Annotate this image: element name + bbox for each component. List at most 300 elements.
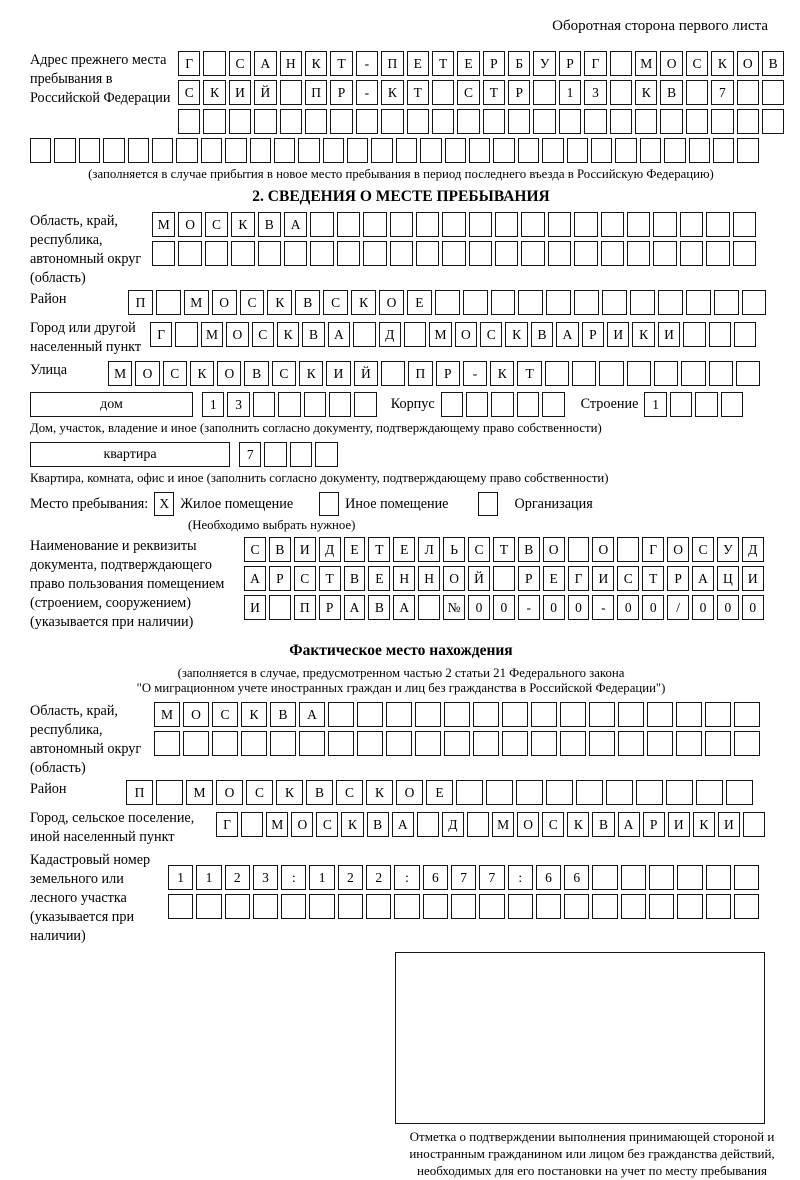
grid-cell[interactable]: [610, 109, 632, 134]
grid-cell[interactable]: Т: [432, 51, 454, 76]
grid-cell[interactable]: [542, 392, 564, 417]
grid-cell[interactable]: К: [693, 812, 715, 837]
grid-cell[interactable]: Д: [442, 812, 464, 837]
grid-cell[interactable]: [241, 731, 267, 756]
grid-cell[interactable]: [225, 894, 250, 919]
grid-cell[interactable]: [709, 322, 731, 347]
grid-cell[interactable]: [183, 731, 209, 756]
grid-cell[interactable]: И: [229, 80, 251, 105]
grid-cell[interactable]: -: [518, 595, 540, 620]
grid-cell[interactable]: [606, 780, 633, 805]
grid-cell[interactable]: [640, 138, 661, 163]
grid-cell[interactable]: Г: [642, 537, 664, 562]
grid-cell[interactable]: [686, 80, 708, 105]
grid-cell[interactable]: [103, 138, 124, 163]
grid-cell[interactable]: О: [217, 361, 241, 386]
grid-cell[interactable]: И: [326, 361, 350, 386]
grid-cell[interactable]: [705, 731, 731, 756]
grid-cell[interactable]: [734, 865, 759, 890]
grid-cell[interactable]: [274, 138, 295, 163]
grid-cell[interactable]: [734, 731, 760, 756]
grid-cell[interactable]: [435, 290, 460, 315]
grid-cell[interactable]: [483, 109, 505, 134]
grid-cell[interactable]: [521, 241, 544, 266]
grid-cell[interactable]: [451, 894, 476, 919]
grid-cell[interactable]: К: [490, 361, 514, 386]
grid-cell[interactable]: [495, 241, 518, 266]
grid-cell[interactable]: [695, 392, 717, 417]
grid-cell[interactable]: [584, 109, 606, 134]
grid-cell[interactable]: А: [244, 566, 266, 591]
grid-cell[interactable]: [231, 241, 254, 266]
grid-cell[interactable]: [654, 361, 678, 386]
grid-cell[interactable]: [386, 702, 412, 727]
grid-cell[interactable]: [660, 109, 682, 134]
grid-cell[interactable]: О: [379, 290, 404, 315]
grid-cell[interactable]: С: [252, 322, 274, 347]
grid-cell[interactable]: [518, 290, 543, 315]
grid-cell[interactable]: :: [394, 865, 419, 890]
grid-cell[interactable]: С: [692, 537, 714, 562]
grid-cell[interactable]: [686, 109, 708, 134]
grid-cell[interactable]: -: [463, 361, 487, 386]
grid-cell[interactable]: [706, 241, 729, 266]
grid-cell[interactable]: В: [368, 595, 390, 620]
grid-cell[interactable]: [714, 290, 739, 315]
grid-cell[interactable]: [284, 241, 307, 266]
grid-cell[interactable]: [508, 894, 533, 919]
grid-cell[interactable]: [733, 241, 756, 266]
grid-cell[interactable]: [390, 212, 413, 237]
grid-cell[interactable]: [533, 80, 555, 105]
grid-cell[interactable]: О: [226, 322, 248, 347]
grid-cell[interactable]: К: [276, 780, 303, 805]
grid-cell[interactable]: К: [711, 51, 733, 76]
grid-cell[interactable]: [574, 241, 597, 266]
grid-cell[interactable]: С: [205, 212, 228, 237]
grid-cell[interactable]: Д: [319, 537, 341, 562]
grid-cell[interactable]: А: [254, 51, 276, 76]
grid-cell[interactable]: [212, 731, 238, 756]
grid-cell[interactable]: 2: [225, 865, 250, 890]
grid-cell[interactable]: [456, 780, 483, 805]
grid-cell[interactable]: [536, 894, 561, 919]
grid-cell[interactable]: [442, 241, 465, 266]
grid-cell[interactable]: И: [294, 537, 316, 562]
grid-cell[interactable]: 0: [468, 595, 490, 620]
grid-cell[interactable]: [444, 731, 470, 756]
grid-cell[interactable]: К: [277, 322, 299, 347]
grid-cell[interactable]: Т: [483, 80, 505, 105]
grid-cell[interactable]: [463, 290, 488, 315]
grid-cell[interactable]: Р: [582, 322, 604, 347]
grid-cell[interactable]: [676, 731, 702, 756]
grid-cell[interactable]: [354, 392, 376, 417]
grid-cell[interactable]: [681, 361, 705, 386]
grid-cell[interactable]: [736, 361, 760, 386]
grid-cell[interactable]: П: [408, 361, 432, 386]
grid-cell[interactable]: [621, 865, 646, 890]
grid-cell[interactable]: [737, 109, 759, 134]
grid-cell[interactable]: 0: [543, 595, 565, 620]
grid-cell[interactable]: [444, 702, 470, 727]
grid-cell[interactable]: [253, 392, 275, 417]
apartment-field-box[interactable]: квартира: [30, 442, 230, 467]
grid-cell[interactable]: С: [294, 566, 316, 591]
grid-cell[interactable]: [54, 138, 75, 163]
grid-cell[interactable]: В: [518, 537, 540, 562]
grid-cell[interactable]: [328, 731, 354, 756]
grid-cell[interactable]: В: [531, 322, 553, 347]
grid-cell[interactable]: [647, 702, 673, 727]
grid-cell[interactable]: К: [381, 80, 403, 105]
grid-cell[interactable]: С: [617, 566, 639, 591]
grid-cell[interactable]: [269, 595, 291, 620]
grid-cell[interactable]: 6: [536, 865, 561, 890]
grid-cell[interactable]: [627, 241, 650, 266]
grid-cell[interactable]: [502, 731, 528, 756]
grid-cell[interactable]: С: [240, 290, 265, 315]
grid-cell[interactable]: [152, 241, 175, 266]
grid-cell[interactable]: [680, 241, 703, 266]
grid-cell[interactable]: И: [668, 812, 690, 837]
grid-cell[interactable]: В: [306, 780, 333, 805]
grid-cell[interactable]: [734, 322, 756, 347]
grid-cell[interactable]: [396, 138, 417, 163]
grid-cell[interactable]: 1: [309, 865, 334, 890]
grid-cell[interactable]: [229, 109, 251, 134]
grid-cell[interactable]: Р: [330, 80, 352, 105]
grid-cell[interactable]: [30, 138, 51, 163]
grid-cell[interactable]: В: [270, 702, 296, 727]
grid-cell[interactable]: [390, 241, 413, 266]
grid-cell[interactable]: К: [190, 361, 214, 386]
grid-cell[interactable]: Е: [393, 537, 415, 562]
grid-cell[interactable]: 3: [227, 392, 249, 417]
grid-cell[interactable]: С: [457, 80, 479, 105]
grid-cell[interactable]: [225, 138, 246, 163]
grid-cell[interactable]: [196, 894, 221, 919]
grid-cell[interactable]: О: [216, 780, 243, 805]
grid-cell[interactable]: [386, 731, 412, 756]
grid-cell[interactable]: Е: [426, 780, 453, 805]
grid-cell[interactable]: -: [356, 80, 378, 105]
grid-cell[interactable]: К: [505, 322, 527, 347]
grid-cell[interactable]: С: [246, 780, 273, 805]
grid-cell[interactable]: К: [305, 51, 327, 76]
grid-cell[interactable]: Т: [517, 361, 541, 386]
grid-cell[interactable]: [762, 80, 784, 105]
grid-cell[interactable]: [205, 241, 228, 266]
grid-cell[interactable]: [560, 702, 586, 727]
grid-cell[interactable]: [241, 812, 263, 837]
grid-cell[interactable]: [203, 109, 225, 134]
grid-cell[interactable]: [290, 442, 312, 467]
grid-cell[interactable]: С: [323, 290, 348, 315]
grid-cell[interactable]: М: [429, 322, 451, 347]
grid-cell[interactable]: Т: [319, 566, 341, 591]
grid-cell[interactable]: [502, 702, 528, 727]
grid-cell[interactable]: С: [686, 51, 708, 76]
grid-cell[interactable]: К: [231, 212, 254, 237]
grid-cell[interactable]: Л: [418, 537, 440, 562]
grid-cell[interactable]: Д: [742, 537, 764, 562]
grid-cell[interactable]: П: [381, 51, 403, 76]
grid-cell[interactable]: [508, 109, 530, 134]
grid-cell[interactable]: Н: [418, 566, 440, 591]
grid-cell[interactable]: В: [367, 812, 389, 837]
grid-cell[interactable]: [689, 138, 710, 163]
grid-cell[interactable]: Й: [468, 566, 490, 591]
grid-cell[interactable]: О: [660, 51, 682, 76]
grid-cell[interactable]: Р: [518, 566, 540, 591]
grid-cell[interactable]: [676, 702, 702, 727]
grid-cell[interactable]: [548, 241, 571, 266]
grid-cell[interactable]: /: [667, 595, 689, 620]
grid-cell[interactable]: [445, 138, 466, 163]
grid-cell[interactable]: [572, 361, 596, 386]
grid-cell[interactable]: [726, 780, 753, 805]
grid-cell[interactable]: [417, 812, 439, 837]
grid-cell[interactable]: 7: [239, 442, 261, 467]
grid-cell[interactable]: Р: [269, 566, 291, 591]
grid-cell[interactable]: К: [341, 812, 363, 837]
grid-cell[interactable]: [666, 780, 693, 805]
grid-cell[interactable]: [601, 241, 624, 266]
grid-cell[interactable]: [442, 212, 465, 237]
grid-cell[interactable]: Г: [150, 322, 172, 347]
grid-cell[interactable]: [466, 392, 488, 417]
grid-cell[interactable]: [176, 138, 197, 163]
grid-cell[interactable]: 0: [617, 595, 639, 620]
grid-cell[interactable]: [203, 51, 225, 76]
grid-cell[interactable]: К: [299, 361, 323, 386]
grid-cell[interactable]: [737, 80, 759, 105]
grid-cell[interactable]: Ь: [443, 537, 465, 562]
grid-cell[interactable]: [363, 241, 386, 266]
grid-cell[interactable]: [493, 566, 515, 591]
grid-cell[interactable]: [404, 322, 426, 347]
grid-cell[interactable]: А: [284, 212, 307, 237]
grid-cell[interactable]: [734, 702, 760, 727]
grid-cell[interactable]: [518, 138, 539, 163]
grid-cell[interactable]: А: [556, 322, 578, 347]
grid-cell[interactable]: Ц: [717, 566, 739, 591]
grid-cell[interactable]: М: [492, 812, 514, 837]
grid-cell[interactable]: [394, 894, 419, 919]
grid-cell[interactable]: М: [184, 290, 209, 315]
grid-cell[interactable]: [423, 894, 448, 919]
grid-cell[interactable]: [280, 109, 302, 134]
grid-cell[interactable]: С: [468, 537, 490, 562]
grid-cell[interactable]: [281, 894, 306, 919]
grid-cell[interactable]: [615, 138, 636, 163]
grid-cell[interactable]: Р: [643, 812, 665, 837]
grid-cell[interactable]: О: [592, 537, 614, 562]
grid-cell[interactable]: [473, 731, 499, 756]
grid-cell[interactable]: [201, 138, 222, 163]
grid-cell[interactable]: [706, 865, 731, 890]
grid-cell[interactable]: 6: [564, 865, 589, 890]
grid-cell[interactable]: 2: [366, 865, 391, 890]
grid-cell[interactable]: Д: [379, 322, 401, 347]
grid-cell[interactable]: О: [291, 812, 313, 837]
grid-cell[interactable]: Й: [354, 361, 378, 386]
grid-cell[interactable]: [357, 731, 383, 756]
grid-cell[interactable]: [653, 212, 676, 237]
grid-cell[interactable]: [310, 241, 333, 266]
grid-cell[interactable]: О: [183, 702, 209, 727]
grid-cell[interactable]: [592, 865, 617, 890]
grid-cell[interactable]: М: [108, 361, 132, 386]
grid-cell[interactable]: С: [178, 80, 200, 105]
grid-cell[interactable]: [574, 290, 599, 315]
grid-cell[interactable]: Г: [568, 566, 590, 591]
grid-cell[interactable]: [254, 109, 276, 134]
grid-cell[interactable]: М: [186, 780, 213, 805]
grid-cell[interactable]: [545, 361, 569, 386]
grid-cell[interactable]: [521, 212, 544, 237]
grid-cell[interactable]: [79, 138, 100, 163]
grid-cell[interactable]: В: [344, 566, 366, 591]
checkbox-residential[interactable]: X: [154, 492, 174, 516]
grid-cell[interactable]: [310, 212, 333, 237]
grid-cell[interactable]: [298, 138, 319, 163]
grid-cell[interactable]: Е: [457, 51, 479, 76]
grid-cell[interactable]: У: [533, 51, 555, 76]
grid-cell[interactable]: С: [212, 702, 238, 727]
grid-cell[interactable]: В: [660, 80, 682, 105]
grid-cell[interactable]: [533, 109, 555, 134]
grid-cell[interactable]: С: [480, 322, 502, 347]
grid-cell[interactable]: [610, 80, 632, 105]
grid-cell[interactable]: Т: [330, 51, 352, 76]
grid-cell[interactable]: 7: [711, 80, 733, 105]
grid-cell[interactable]: [338, 894, 363, 919]
grid-cell[interactable]: [415, 731, 441, 756]
grid-cell[interactable]: А: [393, 595, 415, 620]
grid-cell[interactable]: 6: [423, 865, 448, 890]
grid-cell[interactable]: [546, 780, 573, 805]
grid-cell[interactable]: [602, 290, 627, 315]
grid-cell[interactable]: [347, 138, 368, 163]
grid-cell[interactable]: [486, 780, 513, 805]
grid-cell[interactable]: [418, 595, 440, 620]
grid-cell[interactable]: [713, 138, 734, 163]
grid-cell[interactable]: [415, 702, 441, 727]
checkbox-other-premises[interactable]: [319, 492, 339, 516]
grid-cell[interactable]: [743, 812, 765, 837]
grid-cell[interactable]: И: [718, 812, 740, 837]
grid-cell[interactable]: 0: [642, 595, 664, 620]
grid-cell[interactable]: [128, 138, 149, 163]
grid-cell[interactable]: [495, 212, 518, 237]
grid-cell[interactable]: Н: [393, 566, 415, 591]
grid-cell[interactable]: [647, 731, 673, 756]
grid-cell[interactable]: О: [135, 361, 159, 386]
grid-cell[interactable]: [178, 109, 200, 134]
grid-cell[interactable]: Е: [407, 51, 429, 76]
grid-cell[interactable]: В: [244, 361, 268, 386]
grid-cell[interactable]: [353, 322, 375, 347]
grid-cell[interactable]: [706, 212, 729, 237]
grid-cell[interactable]: Р: [508, 80, 530, 105]
grid-cell[interactable]: В: [258, 212, 281, 237]
grid-cell[interactable]: [305, 109, 327, 134]
grid-cell[interactable]: [491, 290, 516, 315]
grid-cell[interactable]: 1: [168, 865, 193, 890]
grid-cell[interactable]: [337, 241, 360, 266]
grid-cell[interactable]: [299, 731, 325, 756]
grid-cell[interactable]: О: [737, 51, 759, 76]
grid-cell[interactable]: И: [607, 322, 629, 347]
grid-cell[interactable]: [407, 109, 429, 134]
grid-cell[interactable]: К: [351, 290, 376, 315]
grid-cell[interactable]: [618, 731, 644, 756]
grid-cell[interactable]: [270, 731, 296, 756]
grid-cell[interactable]: О: [517, 812, 539, 837]
grid-cell[interactable]: [686, 290, 711, 315]
grid-cell[interactable]: 0: [568, 595, 590, 620]
grid-cell[interactable]: Р: [559, 51, 581, 76]
grid-cell[interactable]: [154, 731, 180, 756]
grid-cell[interactable]: Р: [667, 566, 689, 591]
grid-cell[interactable]: И: [658, 322, 680, 347]
grid-cell[interactable]: [589, 731, 615, 756]
grid-cell[interactable]: Б: [508, 51, 530, 76]
grid-cell[interactable]: [677, 894, 702, 919]
grid-cell[interactable]: [381, 361, 405, 386]
grid-cell[interactable]: М: [152, 212, 175, 237]
grid-cell[interactable]: 1: [644, 392, 666, 417]
grid-cell[interactable]: А: [692, 566, 714, 591]
grid-cell[interactable]: А: [328, 322, 350, 347]
grid-cell[interactable]: [548, 212, 571, 237]
grid-cell[interactable]: [432, 80, 454, 105]
grid-cell[interactable]: -: [592, 595, 614, 620]
grid-cell[interactable]: С: [163, 361, 187, 386]
grid-cell[interactable]: Й: [254, 80, 276, 105]
grid-cell[interactable]: [599, 361, 623, 386]
grid-cell[interactable]: 0: [692, 595, 714, 620]
grid-cell[interactable]: У: [717, 537, 739, 562]
checkbox-organization[interactable]: [478, 492, 498, 516]
grid-cell[interactable]: Т: [642, 566, 664, 591]
grid-cell[interactable]: 3: [253, 865, 278, 890]
grid-cell[interactable]: [156, 780, 183, 805]
grid-cell[interactable]: [591, 138, 612, 163]
grid-cell[interactable]: :: [281, 865, 306, 890]
grid-cell[interactable]: [493, 138, 514, 163]
grid-cell[interactable]: [737, 138, 758, 163]
grid-cell[interactable]: [742, 290, 767, 315]
grid-cell[interactable]: [264, 442, 286, 467]
grid-cell[interactable]: [178, 241, 201, 266]
grid-cell[interactable]: [610, 51, 632, 76]
grid-cell[interactable]: [636, 780, 663, 805]
grid-cell[interactable]: Т: [368, 537, 390, 562]
grid-cell[interactable]: [649, 865, 674, 890]
house-field-box[interactable]: дом: [30, 392, 193, 417]
grid-cell[interactable]: [363, 212, 386, 237]
grid-cell[interactable]: [705, 702, 731, 727]
grid-cell[interactable]: В: [592, 812, 614, 837]
grid-cell[interactable]: [531, 702, 557, 727]
grid-cell[interactable]: Т: [407, 80, 429, 105]
grid-cell[interactable]: П: [305, 80, 327, 105]
grid-cell[interactable]: №: [443, 595, 465, 620]
grid-cell[interactable]: [574, 212, 597, 237]
